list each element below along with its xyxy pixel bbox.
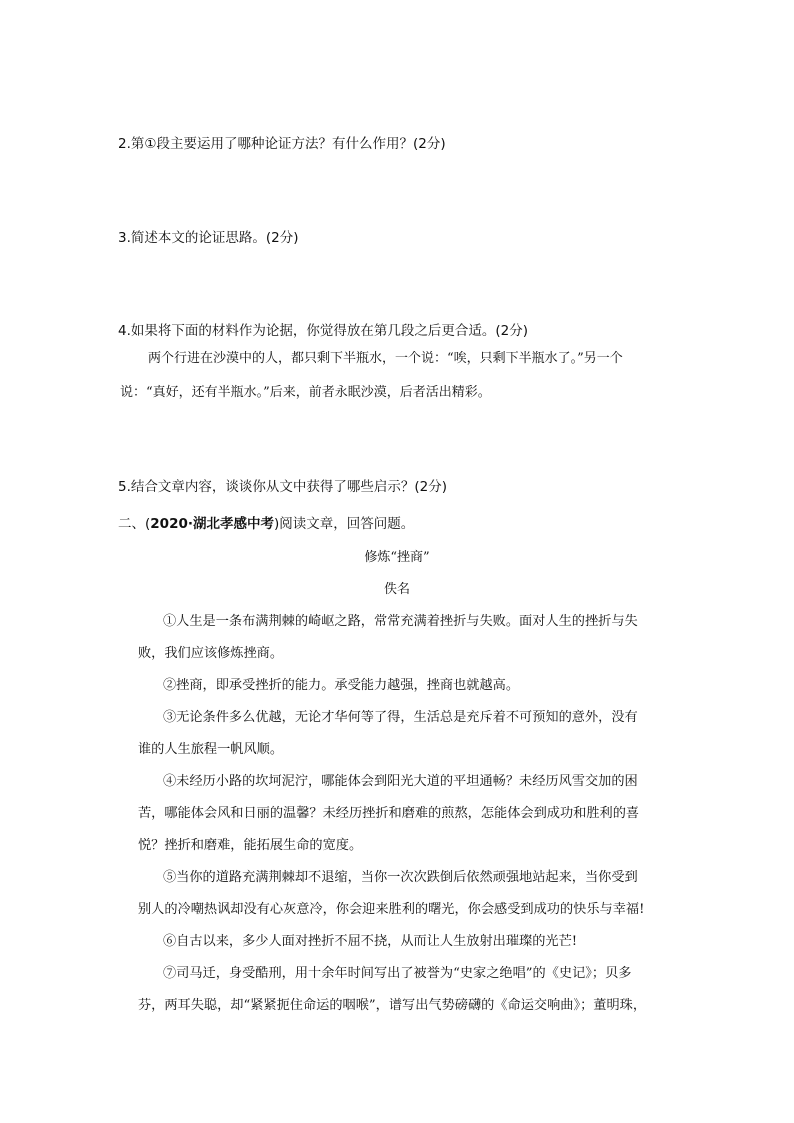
article-line: ④未经历小路的坎坷泥泞，哪能体会到阳光大道的平坦通畅？未经历风雪交加的困 xyxy=(163,774,638,789)
article-line: 悦？挫折和磨难，能拓展生命的宽度。 xyxy=(138,838,363,853)
material-line-2: 说：“真好，还有半瓶水。”后来，前者永眠沙漠，后者活出精彩。 xyxy=(120,385,491,400)
article-line: ③无论条件多么优越，无论才华何等了得，生活总是充斥着不可预知的意外，没有 xyxy=(163,710,638,725)
section-two-source: 2020·湖北孝感中考 xyxy=(150,516,274,532)
article-line: ⑦司马迁，身受酷刑，用十余年时间写出了被誉为“史家之绝唱”的《史记》；贝多 xyxy=(163,966,632,981)
article-line: 芬，两耳失聪，却“紧紧扼住命运的咽喉”，谱写出气势磅礴的《命运交响曲》；董明珠， xyxy=(138,998,647,1013)
question-2: 2.第①段主要运用了哪种论证方法？有什么作用？(2分) xyxy=(118,136,446,152)
article-title: 修炼“挫商” xyxy=(364,550,430,565)
section-two-prefix: 二、( xyxy=(118,516,151,532)
question-5: 5.结合文章内容，谈谈你从文中获得了哪些启示？(2分) xyxy=(118,479,448,495)
question-4: 4.如果将下面的材料作为论据，你觉得放在第几段之后更合适。(2分) xyxy=(118,323,529,339)
article-line: 谁的人生旅程一帆风顺。 xyxy=(138,742,284,757)
article-line: 败，我们应该修炼挫商。 xyxy=(138,646,284,661)
article-line: ⑥自古以来，多少人面对挫折不屈不挠，从而让人生放射出璀璨的光芒! xyxy=(163,934,578,949)
article-author: 佚名 xyxy=(383,582,410,597)
question-3: 3.简述本文的论证思路。(2分) xyxy=(118,230,299,246)
article-line: 苦，哪能体会风和日丽的温馨？未经历挫折和磨难的煎熬，怎能体会到成功和胜利的喜 xyxy=(138,806,640,821)
article-line: ②挫商，即承受挫折的能力。承受能力越强，挫商也就越高。 xyxy=(163,678,520,693)
section-two-suffix: )阅读文章，回答问题。 xyxy=(273,516,415,532)
section-two-heading xyxy=(118,514,414,534)
article-line: ⑤当你的道路充满荆棘却不退缩，当你一次次跌倒后依然顽强地站起来，当你受到 xyxy=(163,870,638,885)
article-line: ①人生是一条布满荆棘的崎岖之路，常常充满着挫折与失败。面对人生的挫折与失 xyxy=(163,614,638,629)
material-line-1: 两个行进在沙漠中的人，都只剩下半瓶水，一个说：“唉，只剩下半瓶水了。”另一个 xyxy=(148,351,623,366)
article-line: 别人的冷嘲热讽却没有心灰意冷，你会迎来胜利的曙光，你会感受到成功的快乐与幸福! xyxy=(138,902,645,917)
